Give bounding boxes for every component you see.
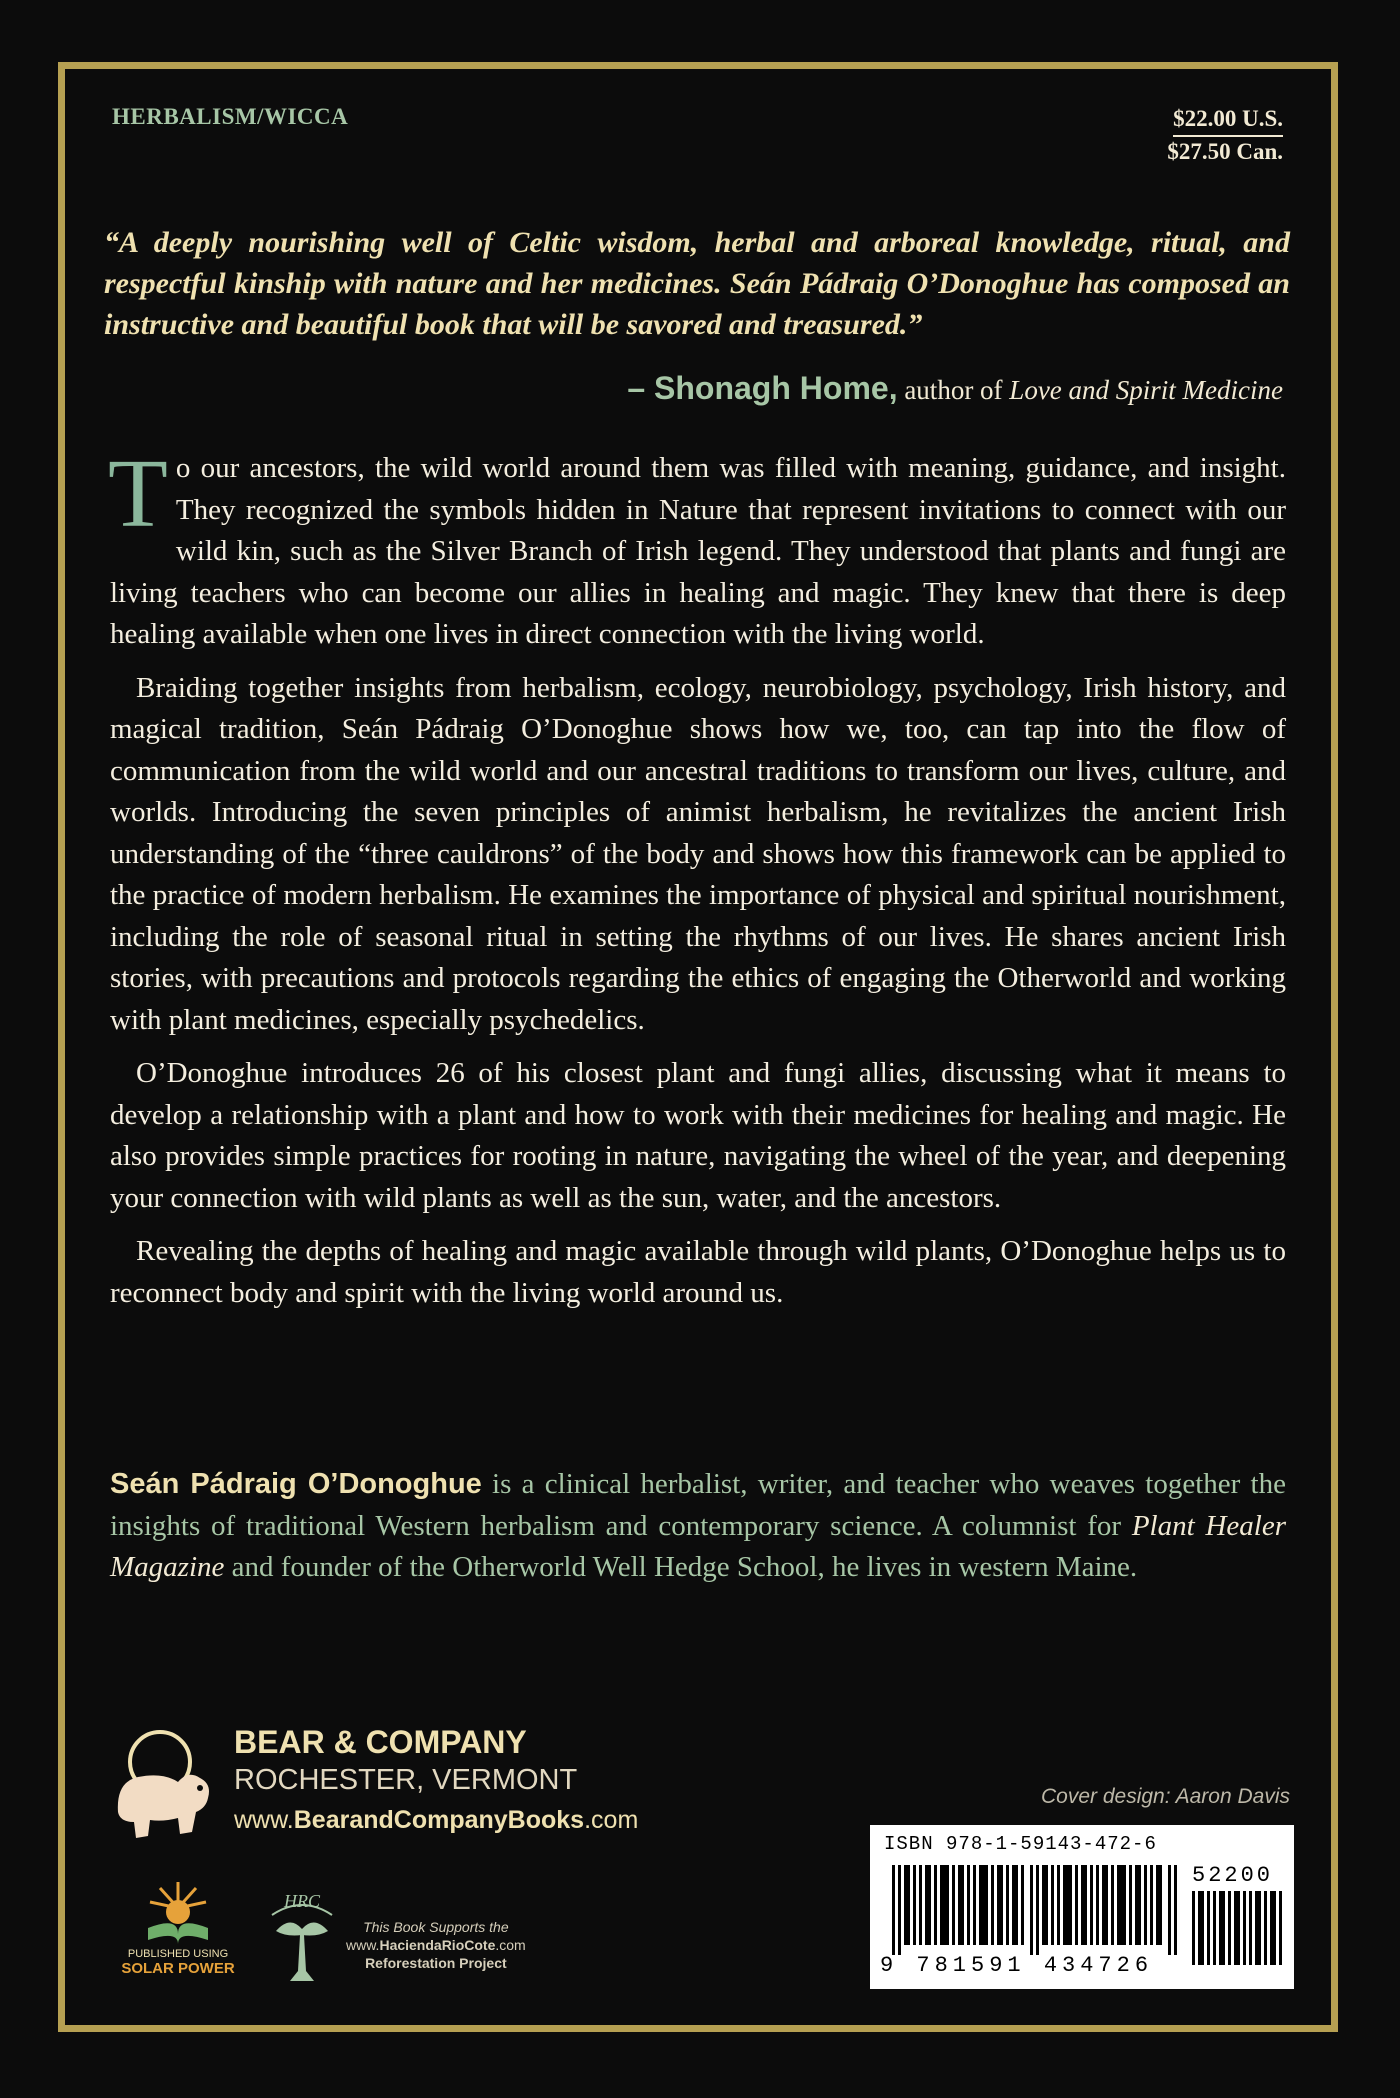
publisher-url[interactable] <box>234 1802 638 1838</box>
hrc-url-suffix: .com <box>495 1937 526 1953</box>
hrc-text <box>346 1918 526 1972</box>
drop-cap: T <box>108 440 168 548</box>
price-code: 52200 <box>1192 1863 1274 1888</box>
hrc-url-prefix: www. <box>346 1937 380 1953</box>
publisher-city: ROCHESTER, VERMONT <box>234 1764 578 1796</box>
description-body <box>108 440 1286 1326</box>
price-can: $27.50 Can. <box>1167 139 1283 164</box>
solar-power-badge <box>108 1878 258 1988</box>
paragraph-2: Braiding together insights from herbalism, ecology, neurobiology, psychology, Irish history, and magical tradition, Seán Pádraig O’Donoghue shows how we, too, can tap into the flow of communication from the wild world and our ancestral traditions to transform our lives, culture, and worlds. Introducing the seven principles of animist herbalism, he revitalizes the ancient Irish understanding of the “three cauldrons” of the body and shows how this framework can be applied to the practice of modern herbalism. He examines the importance of physical and spiritual nourishment, including the role of seasonal ritual in setting the rhythms of our lives. He shares ancient Irish stories, with precautions and protocols regarding the ethics of engaging the Otherworld and working with plant medicines, especially psychedelics. <box>110 671 1286 1036</box>
solar-line-2: SOLAR POWER <box>121 1960 235 1977</box>
bio-text-2: and founder of the Otherworld Well Hedge School, he lives in western Maine. <box>224 1551 1138 1583</box>
ean-barcode-bars <box>892 1865 1182 1955</box>
attribution-role: author of <box>904 375 1003 405</box>
sun-book-icon <box>138 1878 218 1948</box>
bio-author-name: Seán Pádraig O’Donoghue <box>110 1468 482 1500</box>
url-suffix: .com <box>584 1806 639 1834</box>
hrc-url-domain: HaciendaRioCote <box>379 1937 496 1953</box>
paragraph-3: O’Donoghue introduces 26 of his closest plant and fungi allies, discussing what it means to develop a relationship with a plant and how to work with their medicines for healing and magic. He also provides simple practices for rooting in nature, navigating the wheel of the year, and deepening your connection with wild plants as well as the sun, water, and the ancestors. <box>110 1057 1286 1214</box>
price-us: $22.00 U.S. <box>1173 104 1283 137</box>
price-barcode-bars <box>1192 1891 1284 1965</box>
publisher-name: BEAR & COMPANY <box>234 1724 527 1760</box>
ean-digits: 9 781591 434726 <box>880 1953 1154 1978</box>
isbn-barcode <box>870 1825 1294 1989</box>
cover-design-credit: Cover design: Aaron Davis <box>1040 1785 1290 1808</box>
attribution-book: Love and Spirit Medicine <box>1009 375 1283 405</box>
attribution-name: – Shonagh Home, <box>627 370 898 406</box>
hrc-line-2[interactable] <box>346 1936 526 1954</box>
quote-attribution <box>627 370 1283 407</box>
solar-text <box>108 1948 248 1977</box>
publisher-text <box>234 1722 638 1838</box>
bio-magazine: Plant Healer Magazine <box>110 1509 1286 1583</box>
hrc-line-1: This Book Supports the <box>363 1919 509 1935</box>
hrc-tree-logo-icon <box>262 1885 342 1985</box>
hrc-line-3: Reforestation Project <box>365 1955 507 1971</box>
price-block <box>1167 104 1283 167</box>
hrc-logo-text: HRC <box>284 1891 320 1911</box>
paragraph-4: Revealing the depths of healing and magic available through wild plants, O’Donoghue helps us to reconnect body and spirit with the living world around us. <box>110 1235 1286 1309</box>
isbn-number: ISBN 978-1-59143-472-6 <box>884 1833 1157 1855</box>
url-domain: BearandCompanyBooks <box>293 1806 585 1834</box>
paragraph-1 <box>108 440 1286 656</box>
category-label: HERBALISM/WICCA <box>112 104 349 129</box>
solar-line-1: PUBLISHED USING <box>127 1948 229 1960</box>
author-bio <box>110 1464 1286 1589</box>
paragraph-1-text: o our ancestors, the wild world around them was filled with meaning, guidance, and insight. They recognized the symbols hidden in Nature that represent invitations to connect with our wild kin, such as the Silver Branch of Irish legend. They understood that plants and fungi are living teachers who can become our allies in healing and magic. They knew that there is deep healing available when one lives in direct connection with the living world. <box>110 452 1286 650</box>
bio-text-1: is a clinical herbalist, writer, and teacher who weaves together the insights of traditional Western herbalism and contemporary science. A columnist for <box>110 1468 1286 1542</box>
url-prefix: www. <box>234 1806 294 1834</box>
bear-logo-icon <box>108 1722 220 1852</box>
endorsement-quote: “A deeply nourishing well of Celtic wisdom, herbal and arboreal knowledge, ritual, and respectful kinship with nature and her medicines. Seán Pádraig O’Donoghue has composed an instructive and beautiful book that will be savored and treasured.” <box>104 226 1290 341</box>
publisher-block <box>108 1722 668 1852</box>
